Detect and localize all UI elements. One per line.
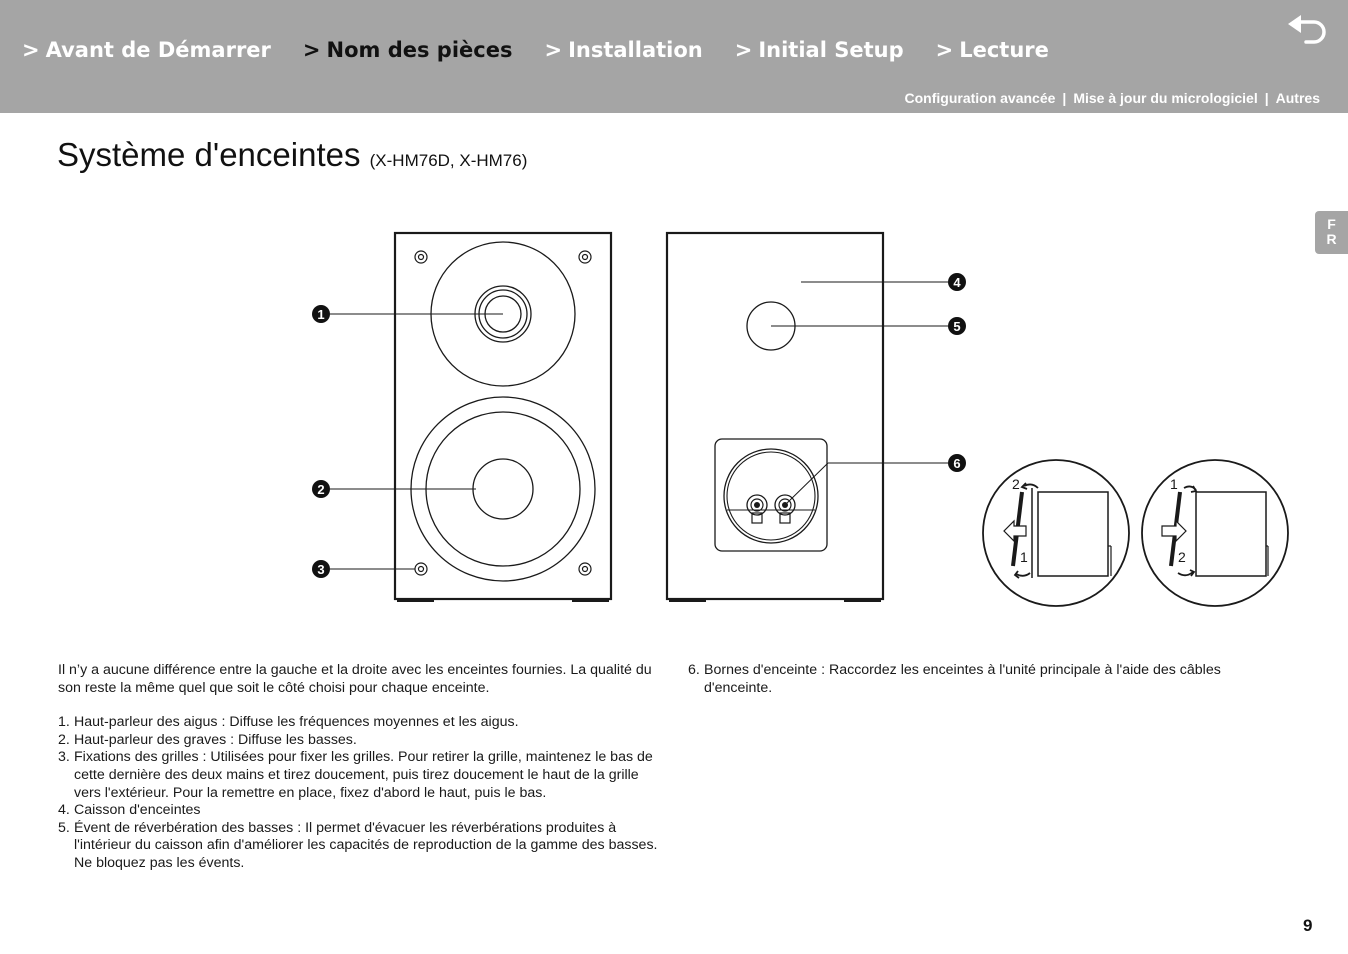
nav-item-label: Installation <box>568 38 703 62</box>
callout-4 <box>948 273 966 291</box>
grille-left-step-top: 2 <box>1012 476 1020 492</box>
grille-right-step-top: 1 <box>1170 476 1178 492</box>
subnav-link-3[interactable]: Autres <box>1275 90 1320 106</box>
list-item-number: 1. <box>58 714 70 731</box>
list-item-text: Évent de réverbération des basses : Il permet d'évacuer les réverbérations produites à l'intérieur du caisson afin d'améliorer les capacités de reproduction de la gamme des basses. Ne bloquez pas les évents. <box>74 819 658 871</box>
nav-item-label: Avant de Démarrer <box>45 38 271 62</box>
list-item-text: Bornes d'enceinte : Raccordez les enceintes à l'unité principale à l'aide des câbles d'enceinte. <box>704 662 1221 696</box>
list-item-text: Caisson d'enceintes <box>74 802 201 819</box>
page-number: 9 <box>1303 916 1313 935</box>
callout-leader-lines <box>330 282 948 569</box>
callout-5 <box>948 317 966 335</box>
callout-6 <box>948 454 966 472</box>
subnav-separator: | <box>1062 90 1067 106</box>
svg-text:3: 3 <box>317 562 325 577</box>
description-right-column <box>688 662 1268 697</box>
list-item-number: 4. <box>58 802 70 819</box>
parts-list-left <box>58 714 658 872</box>
page-title-main: Système d'enceintes <box>57 136 361 173</box>
nav-arrow: > <box>734 38 753 62</box>
list-item-text: Haut-parleur des graves : Diffuse les basses. <box>74 731 357 748</box>
nav-arrow: > <box>22 38 40 62</box>
nav-item-label: Initial Setup <box>758 38 904 62</box>
subnav-separator: | <box>1264 90 1269 106</box>
list-item-text: Fixations des grilles : Utilisées pour fixer les grilles. Pour retirer la grille, maintenez le bas de cette dernière des deux mains et tirez doucement, puis tirez doucement le haut de la grille vers l'extérieur. Pour la remettre en place, fixez d'abord le haut, puis le bas. <box>74 749 653 801</box>
callout-1 <box>312 305 330 323</box>
list-item-number: 3. <box>58 749 70 766</box>
language-letter-2: R <box>1326 231 1337 247</box>
callout-2 <box>312 480 330 498</box>
subnav-link-1[interactable]: Configuration avancée <box>904 90 1056 106</box>
nav-arrow: > <box>302 38 321 62</box>
page-title-models: (X-HM76D, X-HM76) <box>369 151 528 170</box>
grille-attach-detail <box>1142 460 1288 606</box>
intro-paragraph: Il n’y a aucune différence entre la gauche et la droite avec les enceintes fournies. La qualité du son reste la même quel que soit le côté choisi pour chaque enceinte. <box>58 662 652 696</box>
list-item-number: 5. <box>58 819 70 836</box>
list-item-number: 6. <box>688 662 700 678</box>
svg-text:5: 5 <box>953 319 961 334</box>
nav-item-label: Nom des pièces <box>326 38 513 62</box>
nav-arrow: > <box>544 38 563 62</box>
list-item-text: Haut-parleur des aigus : Diffuse les fréquences moyennes et les aigus. <box>74 714 519 731</box>
grille-right-step-bottom: 2 <box>1178 549 1186 565</box>
front-speaker-illustration <box>395 233 611 601</box>
rear-speaker-illustration <box>667 233 883 601</box>
grille-left-step-bottom: 1 <box>1020 549 1028 565</box>
list-item <box>58 820 658 873</box>
svg-text:4: 4 <box>953 275 961 290</box>
language-letter-1: F <box>1327 216 1336 232</box>
svg-text:1: 1 <box>317 307 325 322</box>
subnav-link-2[interactable]: Mise à jour du micrologiciel <box>1073 90 1258 106</box>
nav-item-label: Lecture <box>959 38 1049 62</box>
list-item <box>58 714 658 732</box>
list-item-number: 2. <box>58 731 70 748</box>
grille-removal-detail <box>983 460 1129 606</box>
callout-3 <box>312 560 330 578</box>
svg-text:6: 6 <box>953 456 961 471</box>
svg-text:2: 2 <box>317 482 325 497</box>
parts-list-right <box>688 662 1268 697</box>
list-item <box>58 802 658 820</box>
description-left-column <box>58 662 658 873</box>
list-item <box>58 749 658 802</box>
nav-arrow: > <box>935 38 954 62</box>
list-item <box>58 732 658 750</box>
list-item <box>688 662 1268 697</box>
